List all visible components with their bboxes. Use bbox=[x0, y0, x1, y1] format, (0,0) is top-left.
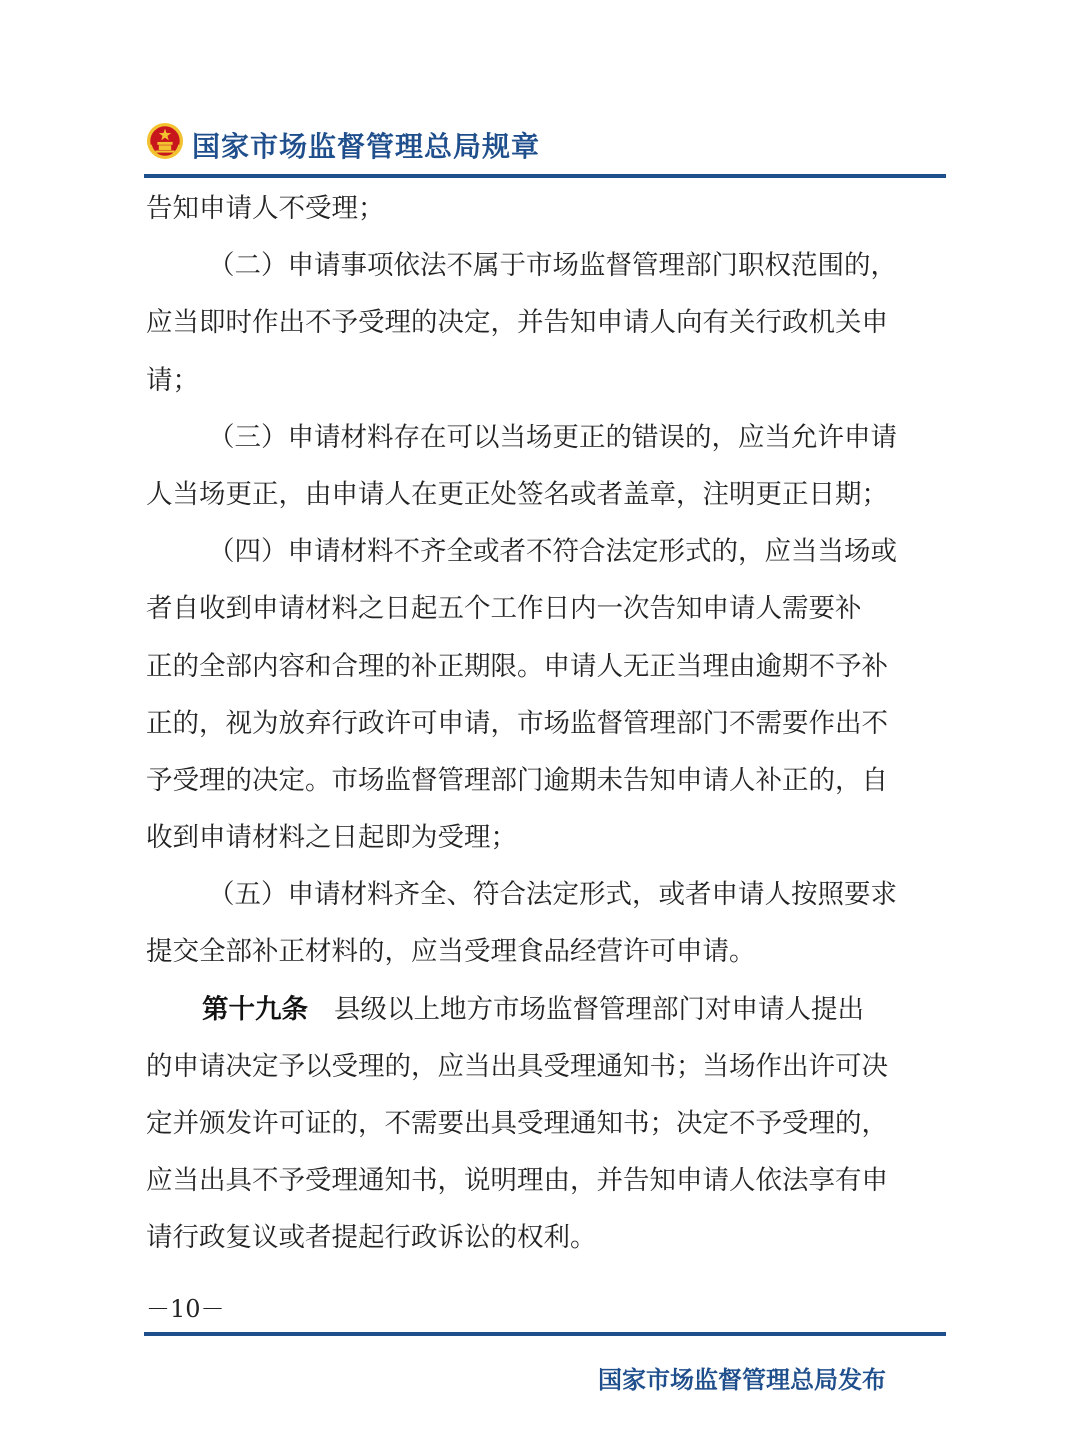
text-line: 人当场更正，由申请人在更正处签名或者盖章，注明更正日期； bbox=[146, 478, 888, 510]
text-line: （二）申请事项依法不属于市场监督管理部门职权范围的， bbox=[208, 250, 897, 282]
footer-rule bbox=[144, 1332, 946, 1336]
header-rule bbox=[144, 174, 946, 178]
text-line: 正的，视为放弃行政许可申请，市场监督管理部门不需要作出不 bbox=[146, 707, 888, 739]
text-line: 的申请决定予以受理的，应当出具受理通知书；当场作出许可决 bbox=[146, 1050, 888, 1082]
text-line: 提交全部补正材料的，应当受理食品经营许可申请。 bbox=[146, 936, 756, 968]
text-line: 请行政复议或者提起行政诉讼的权利。 bbox=[146, 1222, 597, 1254]
text-line: 者自收到申请材料之日起五个工作日内一次告知申请人需要补 bbox=[146, 593, 862, 625]
page-number: －10－ bbox=[146, 1295, 225, 1323]
text-line: 应当出具不予受理通知书，说明理由，并告知申请人依法享有申 bbox=[146, 1165, 888, 1197]
article-label: 第十九条 bbox=[202, 993, 308, 1025]
article-text: 县级以上地方市场监督管理部门对申请人提出 bbox=[334, 993, 864, 1025]
text-line: 应当即时作出不予受理的决定，并告知申请人向有关行政机关申 bbox=[146, 307, 888, 339]
national-emblem-icon bbox=[146, 122, 184, 160]
document-body bbox=[146, 180, 946, 1267]
text-line: 告知申请人不受理； bbox=[146, 193, 385, 224]
article-19-first-line bbox=[146, 981, 946, 1038]
text-line: 正的全部内容和合理的补正期限。申请人无正当理由逾期不予补 bbox=[146, 650, 888, 682]
text-line: 请； bbox=[146, 364, 199, 396]
text-line: 收到申请材料之日起即为受理； bbox=[146, 822, 517, 854]
text-line: 定并颁发许可证的，不需要出具受理通知书；决定不予受理的， bbox=[146, 1108, 888, 1139]
text-line: （三）申请材料存在可以当场更正的错误的，应当允许申请 bbox=[208, 421, 897, 453]
text-line: （五）申请材料齐全、符合法定形式，或者申请人按照要求 bbox=[208, 879, 897, 911]
document-header bbox=[146, 118, 946, 168]
footer-publisher: 国家市场监督管理总局发布 bbox=[598, 1366, 886, 1394]
text-line: 予受理的决定。市场监督管理部门逾期未告知申请人补正的，自 bbox=[146, 764, 888, 796]
text-line: （四）申请材料不齐全或者不符合法定形式的，应当当场或 bbox=[208, 536, 897, 568]
header-title: 国家市场监督管理总局规章 bbox=[192, 130, 541, 163]
